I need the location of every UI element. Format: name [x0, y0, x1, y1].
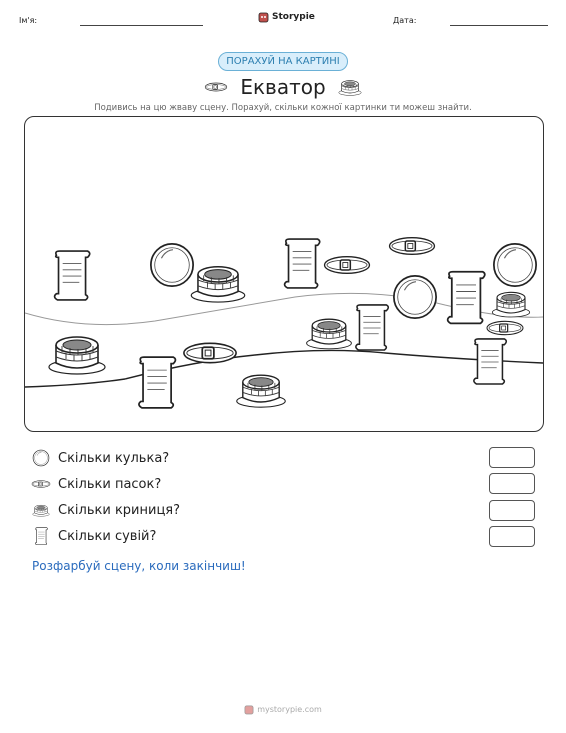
page-title: Екватор: [240, 75, 326, 99]
question-wells: [32, 500, 180, 520]
well-icon: [32, 503, 50, 517]
question-text: Скільки сувій?: [58, 528, 157, 544]
name-field[interactable]: [80, 25, 203, 26]
answer-box-wells[interactable]: [489, 500, 535, 521]
color-instruction: Розфарбуй сцену, коли закінчиш!: [32, 559, 246, 573]
well-4: [49, 337, 105, 374]
count-badge: ПОРАХУЙ НА КАРТИНІ: [218, 52, 347, 71]
belt-1: [325, 257, 370, 274]
answer-box-balls[interactable]: [489, 447, 535, 468]
name-label: Ім'я:: [19, 16, 38, 25]
footer-mascot-icon: [244, 704, 254, 715]
ball-icon: [32, 449, 50, 467]
belt-4: [184, 343, 236, 362]
belt-2: [390, 238, 435, 255]
scroll-5: [474, 339, 506, 384]
belt-icon: [204, 81, 228, 93]
scroll-3: [448, 272, 485, 324]
answer-box-scrolls[interactable]: [489, 526, 535, 547]
ball-3: [394, 276, 436, 318]
question-text: Скільки кулька?: [58, 450, 170, 466]
scroll-6: [139, 357, 175, 408]
scene-illustration: [25, 117, 543, 431]
date-label: Дата:: [393, 16, 417, 25]
date-field[interactable]: [450, 25, 548, 26]
footer-site: [0, 704, 566, 715]
scene-frame: [24, 116, 544, 432]
well-5: [237, 375, 286, 407]
question-text: Скільки криниця?: [58, 502, 181, 518]
question-balls: [32, 448, 180, 468]
page-subtitle: Подивись на цю жваву сцену. Порахуй, скільки кожної картинки ти можеш знайти.: [94, 103, 472, 113]
logo-mascot-icon: [258, 11, 269, 23]
belt-icon: [31, 478, 51, 490]
well-3: [307, 319, 352, 349]
belt-3: [487, 321, 523, 334]
well-2: [492, 292, 529, 317]
question-belts: [32, 474, 180, 494]
scroll-4: [356, 305, 388, 350]
question-list: [32, 448, 180, 546]
well-1: [191, 267, 244, 302]
ball-2: [494, 244, 536, 286]
storypie-logo: [258, 11, 315, 23]
scroll-icon: [32, 527, 50, 545]
question-text: Скільки пасок?: [58, 476, 162, 492]
scroll-2: [285, 239, 320, 288]
footer-site-text: mystorypie.com: [257, 705, 322, 714]
question-scrolls: [32, 526, 180, 546]
ball-1: [151, 244, 193, 286]
scroll-1: [55, 251, 90, 300]
logo-text: Storypie: [272, 12, 315, 22]
answer-box-belts[interactable]: [489, 473, 535, 494]
well-icon: [338, 77, 362, 97]
